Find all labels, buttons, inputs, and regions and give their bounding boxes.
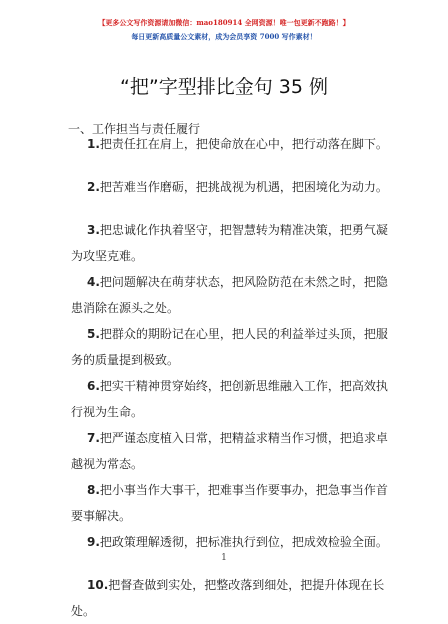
item-text: 把政策理解透彻，把标准执行到位，把成效检验全面。 bbox=[99, 535, 388, 549]
list-item bbox=[71, 477, 392, 529]
list-item bbox=[71, 373, 392, 425]
item-number: 5. bbox=[87, 327, 100, 341]
item-text-continuation: 患消除在源头之处。 bbox=[71, 301, 180, 315]
item-text-continuation: 处。 bbox=[71, 604, 96, 618]
item-number: 8. bbox=[87, 483, 100, 497]
list-item bbox=[87, 529, 392, 555]
list-item bbox=[87, 131, 392, 157]
item-text-continuation: 要事解决。 bbox=[71, 509, 132, 523]
item-text: 把督查做到实处，把整改落到细处，把提升体现在长 bbox=[108, 578, 385, 592]
item-text: 把小事当作大事干，把难事当作要事办，把急事当作首 bbox=[99, 483, 388, 497]
item-text-continuation: 务的质量提到极致。 bbox=[71, 353, 180, 367]
item-number: 9. bbox=[87, 535, 100, 549]
item-number: 2. bbox=[87, 180, 100, 194]
item-number: 10. bbox=[87, 578, 109, 592]
item-number: 6. bbox=[87, 379, 100, 393]
item-text: 把实干精神贯穿始终，把创新思维融入工作，把高效执 bbox=[99, 379, 388, 393]
item-number: 7. bbox=[87, 431, 100, 445]
section-heading: 一、工作担当与责任履行 bbox=[68, 122, 201, 136]
item-text-continuation: 为攻坚克难。 bbox=[71, 249, 144, 263]
page-number: 1 bbox=[221, 553, 227, 563]
document-title: “把”字型排比金句 35 例 bbox=[120, 76, 328, 98]
item-number: 4. bbox=[87, 275, 100, 289]
item-text-continuation: 越视为常态。 bbox=[71, 457, 144, 471]
item-text: 把问题解决在萌芽状态，把风险防范在未然之时，把隐 bbox=[99, 275, 388, 289]
item-text: 把苦难当作磨砺，把挑战视为机遇，把困境化为动力。 bbox=[99, 180, 388, 194]
item-text: 把忠诚化作执着坚守，把智慧转为精准决策，把勇气凝 bbox=[99, 223, 388, 237]
item-text: 把严谨态度植入日常，把精益求精当作习惯，把追求卓 bbox=[99, 431, 388, 445]
item-number: 1. bbox=[87, 137, 100, 151]
item-text: 把群众的期盼记在心里，把人民的利益举过头顶，把服 bbox=[99, 327, 388, 341]
item-text: 把责任扛在肩上，把使命放在心中，把行动落在脚下。 bbox=[99, 137, 388, 151]
list-item bbox=[71, 321, 392, 373]
list-item bbox=[87, 174, 392, 200]
resource-banner-line-1: 【更多公文写作资源请加微信：mao180914 全网资源！唯一包更新不跑路！】 bbox=[98, 18, 350, 27]
list-item bbox=[71, 269, 392, 321]
resource-banner-line-2: 每日更新高质量公文素材，成为会员享资 7000 写作素材！ bbox=[131, 32, 317, 41]
list-item bbox=[71, 217, 392, 269]
list-item bbox=[71, 425, 392, 477]
item-text-continuation: 行视为生命。 bbox=[71, 405, 144, 419]
item-number: 3. bbox=[87, 223, 100, 237]
